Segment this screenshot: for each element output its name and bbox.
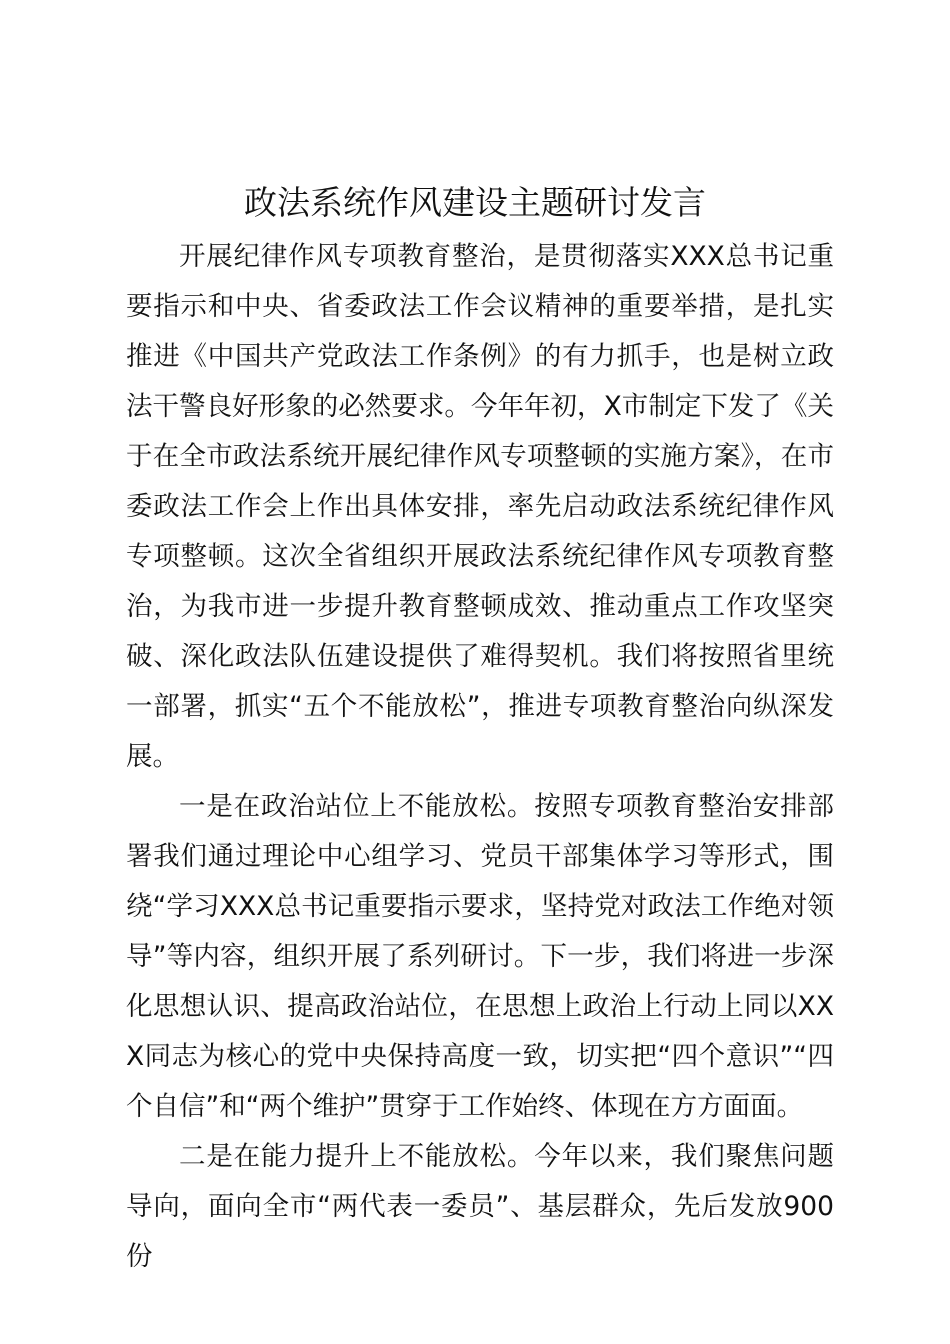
document-title: 政法系统作风建设主题研讨发言 [244, 183, 706, 222]
paragraph-political-stance: 一是在政治站位上不能放松。按照专项教育整治安排部署我们通过理论中心组学习、党员干部集体学习等形式，围绕“学习XXX总书记重要指示要求，坚持党对政法工作绝对领导”等内容，组织开展了系列研讨。下一步，我们将进一步深化思想认识、提高政治站位，在思想上政治上行动上同以XXX同志为核心的党中央保持高度一致，切实把“四个意识”“四个自信”和“两个维护”贯穿于工作始终、体现在方方面面。 [126, 791, 834, 1122]
document-body [126, 232, 834, 1282]
paragraph-intro: 开展纪律作风专项教育整治，是贯彻落实XXX总书记重要指示和中央、省委政法工作会议精神的重要举措，是扎实推进《中国共产党政法工作条例》的有力抓手，也是树立政法干警良好形象的必然要求。今年年初，X市制定下发了《关于在全市政法系统开展纪律作风专项整顿的实施方案》，在市委政法工作会上作出具体安排，率先启动政法系统纪律作风专项整顿。这次全省组织开展政法系统纪律作风专项教育整治，为我市进一步提升教育整顿成效、推动重点工作攻坚突破、深化政法队伍建设提供了难得契机。我们将按照省里统一部署，抓实“五个不能放松”，推进专项教育整治向纵深发展。 [126, 241, 834, 772]
paragraph-capability: 二是在能力提升上不能放松。今年以来，我们聚焦问题导向，面向全市“两代表一委员”、基层群众，先后发放900份 [126, 1141, 834, 1272]
